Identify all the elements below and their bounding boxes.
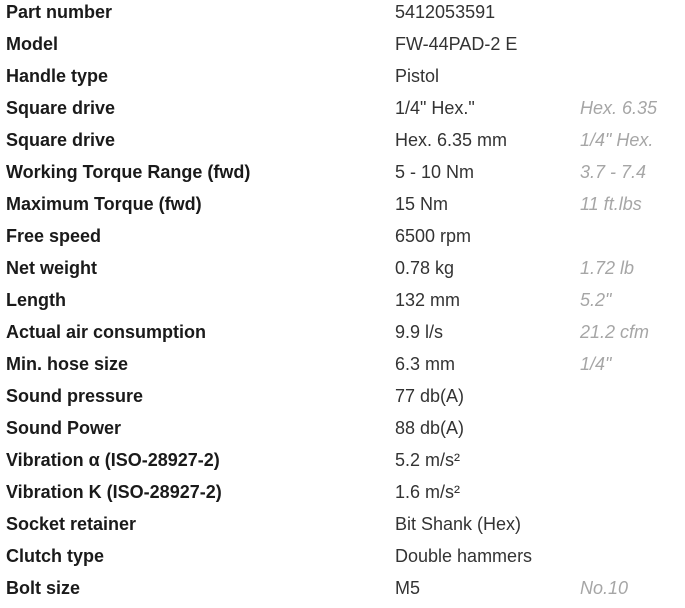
- spec-row-vibration-k: [0, 480, 685, 512]
- spec-label: Model: [6, 34, 58, 54]
- spec-label: Working Torque Range (fwd): [6, 162, 251, 182]
- spec-row-sound-power: [0, 416, 685, 448]
- spec-label: Vibration K (ISO-28927-2): [6, 482, 222, 502]
- spec-value: 77 db(A): [395, 386, 465, 406]
- spec-row-net-weight: [0, 256, 685, 288]
- spec-row-square-drive-metric: [0, 128, 685, 160]
- spec-label: Clutch type: [6, 546, 105, 566]
- spec-value: M5: [395, 578, 421, 598]
- spec-label: Sound pressure: [6, 386, 144, 406]
- spec-label: Vibration α (ISO-28927-2): [6, 450, 220, 470]
- spec-alt-value: No.10: [580, 578, 629, 598]
- spec-label: Square drive: [6, 130, 116, 150]
- spec-value: Double hammers: [395, 546, 533, 566]
- spec-row-handle-type: [0, 64, 685, 96]
- spec-value: 0.78 kg: [395, 258, 455, 278]
- spec-row-bolt-size: [0, 576, 685, 608]
- spec-alt-value: 21.2 cfm: [580, 322, 650, 342]
- spec-label: Net weight: [6, 258, 98, 278]
- spec-label: Socket retainer: [6, 514, 137, 534]
- spec-label: Min. hose size: [6, 354, 129, 374]
- spec-label: Sound Power: [6, 418, 122, 438]
- spec-label: Actual air consumption: [6, 322, 207, 342]
- spec-label: Square drive: [6, 98, 116, 118]
- spec-value: 6500 rpm: [395, 226, 472, 246]
- spec-label: Handle type: [6, 66, 109, 86]
- spec-alt-value: 1/4": [580, 354, 612, 374]
- spec-value: FW-44PAD-2 E: [395, 34, 518, 54]
- spec-row-free-speed: [0, 224, 685, 256]
- spec-value: Bit Shank (Hex): [395, 514, 522, 534]
- spec-row-part-number: [0, 0, 685, 32]
- spec-row-maximum-torque: [0, 192, 685, 224]
- spec-label: Bolt size: [6, 578, 81, 598]
- spec-value: 9.9 l/s: [395, 322, 444, 342]
- spec-row-clutch-type: [0, 544, 685, 576]
- spec-value: 6.3 mm: [395, 354, 456, 374]
- spec-value: 5412053591: [395, 2, 496, 22]
- spec-value: 5.2 m/s²: [395, 450, 461, 470]
- spec-alt-value: 1.72 lb: [580, 258, 635, 278]
- spec-label: Length: [6, 290, 66, 310]
- spec-value: Pistol: [395, 66, 440, 86]
- spec-row-air-consumption: [0, 320, 685, 352]
- spec-label: Maximum Torque (fwd): [6, 194, 202, 214]
- spec-value: 1/4" Hex.": [395, 98, 475, 118]
- spec-row-square-drive: [0, 96, 685, 128]
- spec-label: Part number: [6, 2, 113, 22]
- spec-row-vibration-alpha: [0, 448, 685, 480]
- spec-alt-value: Hex. 6.35: [580, 98, 658, 118]
- spec-value: 88 db(A): [395, 418, 465, 438]
- spec-value: Hex. 6.35 mm: [395, 130, 508, 150]
- spec-row-length: [0, 288, 685, 320]
- spec-row-model: [0, 32, 685, 64]
- spec-value: 5 - 10 Nm: [395, 162, 475, 182]
- spec-alt-value: 1/4" Hex.: [580, 130, 654, 150]
- spec-row-sound-pressure: [0, 384, 685, 416]
- spec-row-socket-retainer: [0, 512, 685, 544]
- spec-value: 1.6 m/s²: [395, 482, 461, 502]
- spec-row-working-torque: [0, 160, 685, 192]
- spec-alt-value: 5.2": [580, 290, 612, 310]
- spec-value: 132 mm: [395, 290, 461, 310]
- spec-row-hose-size: [0, 352, 685, 384]
- spec-label: Free speed: [6, 226, 102, 246]
- spec-value: 15 Nm: [395, 194, 449, 214]
- spec-alt-value: 11 ft.lbs: [580, 194, 642, 214]
- spec-alt-value: 3.7 - 7.4: [580, 162, 647, 182]
